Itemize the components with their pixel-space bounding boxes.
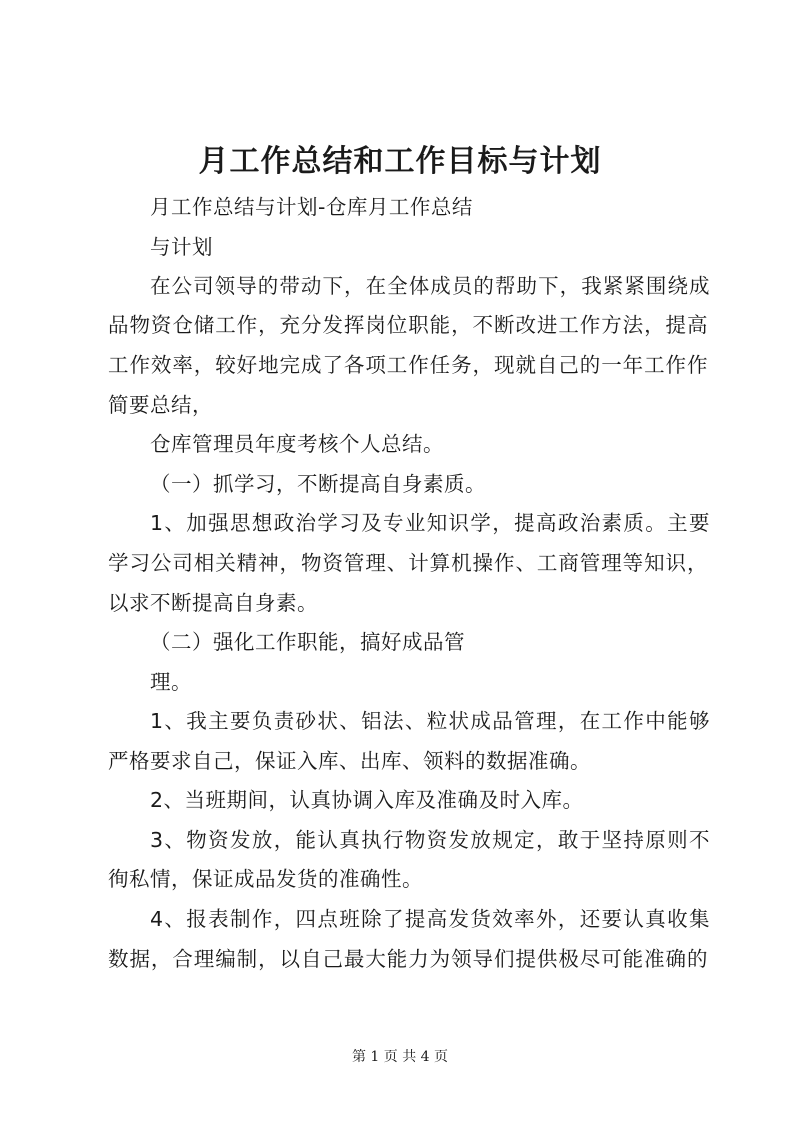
paragraph-line: 严格要求自己，保证入库、出库、领料的数据准确。 <box>108 749 591 773</box>
document-title: 月工作总结和工作目标与计划 <box>198 144 602 179</box>
paragraph-line: 以求不断提高自身素。 <box>108 591 318 615</box>
paragraph-line: 3、物资发放，能认真执行物资发放规定，敢于坚持原则不 <box>150 828 710 852</box>
paragraph-line: 学习公司相关精神，物资管理、计算机操作、工商管理等知识， <box>108 551 708 575</box>
section-heading: （二）强化工作职能，搞好成品管 <box>150 630 465 654</box>
paragraph-line: 品物资仓储工作，充分发挥岗位职能，不断改进工作方法，提高 <box>108 313 708 337</box>
paragraph-line: 2、当班期间，认真协调入库及准确及时入库。 <box>150 788 584 812</box>
section-heading: 理。 <box>150 670 192 694</box>
paragraph-line: 工作效率，较好地完成了各项工作任务，现就自己的一年工作作 <box>108 353 708 377</box>
paragraph-line: 4、报表制作，四点班除了提高发货效率外，还要认真收集 <box>150 907 710 931</box>
paragraph-line: 1、加强思想政治学习及专业知识学，提高政治素质。主要 <box>150 511 710 535</box>
paragraph-line: 1、我主要负责砂状、铝法、粒状成品管理，在工作中能够 <box>150 709 710 733</box>
paragraph-line: 数据，合理编制，以自己最大能力为领导们提供极尽可能准确的 <box>108 947 708 971</box>
subtitle-line: 月工作总结与计划-仓库月工作总结 <box>150 195 473 219</box>
paragraph-line: 简要总结， <box>108 393 213 417</box>
paragraph-line: 仓库管理员年度考核个人总结。 <box>150 432 444 456</box>
section-heading: （一）抓学习，不断提高自身素质。 <box>150 472 486 496</box>
page-number: 第 1 页 共 4 页 <box>351 1049 449 1065</box>
paragraph-line: 在公司领导的带动下，在全体成员的帮助下，我紧紧围绕成 <box>150 274 710 298</box>
subtitle-line: 与计划 <box>150 235 213 259</box>
paragraph-line: 徇私情，保证成品发货的准确性。 <box>108 867 423 891</box>
